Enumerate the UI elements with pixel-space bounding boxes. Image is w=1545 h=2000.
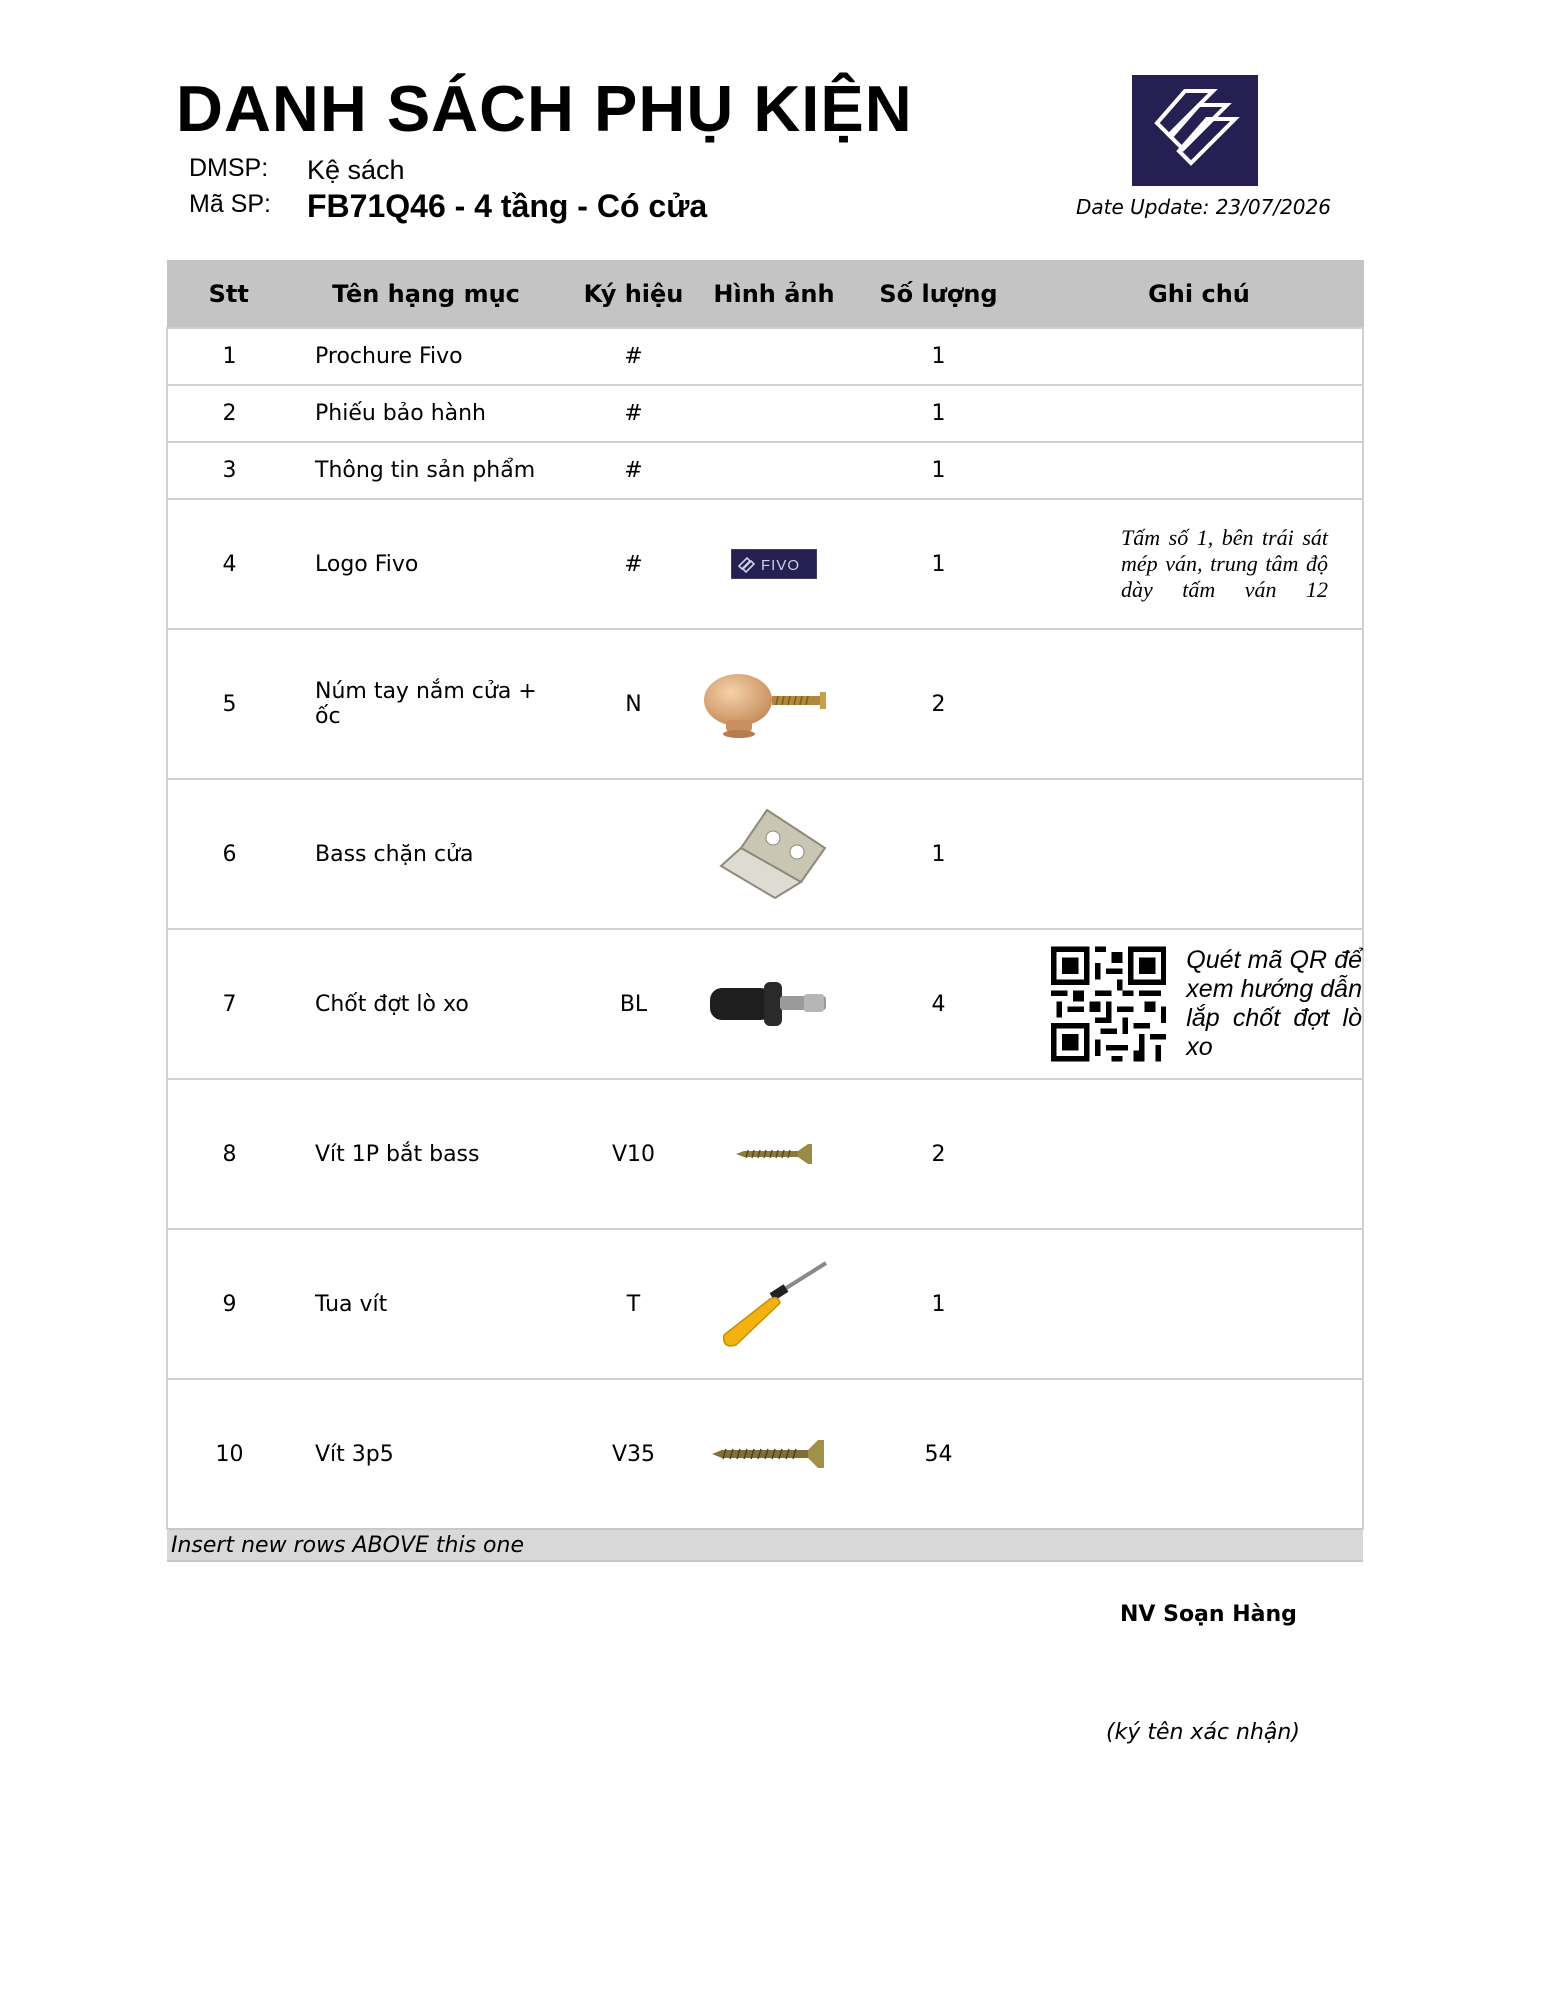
spring-shelf-pin-icon [708,976,832,1032]
col-header-image: Hình ảnh [706,260,842,328]
cell-qty: 2 [842,629,1035,779]
masp-label: Mã SP: [189,190,271,218]
cell-image [706,779,842,929]
col-header-stt: Stt [167,260,291,328]
table-row [167,328,1363,385]
cell-qty: 1 [842,328,1035,385]
cell-qty: 1 [842,499,1035,629]
short-screw-icon [734,1142,814,1166]
cell-qty: 1 [842,1229,1035,1379]
cell-image [706,499,842,629]
cell-name: Logo Fivo [291,499,561,629]
table-row [167,442,1363,499]
dmsp-value: Kệ sách [307,155,405,185]
table-row [167,1379,1363,1529]
cell-note [1035,1229,1363,1379]
cell-note [1035,629,1363,779]
cell-note [1035,929,1363,1079]
cell-image [706,385,842,442]
col-header-code: Ký hiệu [561,260,706,328]
cell-qty: 1 [842,385,1035,442]
cell-code: BL [561,929,706,1079]
cell-image [706,1079,842,1229]
qr-instruction: Quét mã QR để xem hướng dẫn lắp chốt đợt lò xo [1186,945,1362,1062]
logo-plate-text: FIVO [761,557,801,574]
brand-logo [1132,75,1258,186]
cell-stt: 2 [167,385,291,442]
cell-name: Thông tin sản phẩm [291,442,561,499]
long-screw-icon [710,1438,826,1470]
cell-image [706,929,842,1079]
cell-stt: 10 [167,1379,291,1529]
cell-name: Tua vít [291,1229,561,1379]
dmsp-label: DMSP: [189,154,269,182]
signature-note: (ký tên xác nhận) [1106,1720,1300,1745]
cell-code: # [561,442,706,499]
cell-note [1035,442,1363,499]
table-row [167,1229,1363,1379]
cell-name: Prochure Fivo [291,328,561,385]
cell-code: # [561,328,706,385]
table-row [167,385,1363,442]
cell-name: Bass chặn cửa [291,779,561,929]
cell-code [561,779,706,929]
staff-title: NV Soạn Hàng [1120,1602,1297,1627]
cell-stt: 8 [167,1079,291,1229]
cell-note [1035,1079,1363,1229]
cell-qty: 1 [842,779,1035,929]
fivo-logo-plate-icon [731,549,817,579]
cell-note [1035,328,1363,385]
masp-value: FB71Q46 - 4 tầng - Có cửa [307,188,708,224]
table-row [167,629,1363,779]
table-header-row [167,260,1363,328]
door-stop-bracket-icon [719,808,829,900]
cell-note: Tấm số 1, bên trái sát mép ván, trung tâm độ dày tấm ván 12 [1035,499,1363,629]
cell-image [706,1379,842,1529]
cell-stt: 1 [167,328,291,385]
cell-qty: 54 [842,1379,1035,1529]
stripes-logo-icon [1145,85,1245,177]
qr-code-icon[interactable] [1051,941,1166,1067]
cell-image [706,1229,842,1379]
insert-rows-note: Insert new rows ABOVE this one [167,1529,1363,1561]
cell-note [1035,779,1363,929]
cell-note [1035,1379,1363,1529]
cell-name: Vít 3p5 [291,1379,561,1529]
cell-image [706,629,842,779]
cell-stt: 3 [167,442,291,499]
cell-image [706,442,842,499]
accessory-table [166,260,1364,1562]
cell-stt: 5 [167,629,291,779]
cell-qty: 1 [842,442,1035,499]
cell-code: V10 [561,1079,706,1229]
cell-name: Vít 1P bắt bass [291,1079,561,1229]
table-row [167,929,1363,1079]
table-row [167,1079,1363,1229]
date-update: Date Update: 23/07/2026 [1076,195,1331,219]
screwdriver-icon [714,1259,834,1349]
cell-stt: 9 [167,1229,291,1379]
cell-name: Phiếu bảo hành [291,385,561,442]
wooden-knob-icon [702,664,852,744]
cell-name: Chốt đợt lò xo [291,929,561,1079]
col-header-name: Tên hạng mục [291,260,561,328]
cell-code: # [561,385,706,442]
col-header-note: Ghi chú [1035,260,1363,328]
cell-code: T [561,1229,706,1379]
table-row [167,499,1363,629]
cell-stt: 4 [167,499,291,629]
cell-qty: 4 [842,929,1035,1079]
cell-code: N [561,629,706,779]
table-row [167,779,1363,929]
cell-note [1035,385,1363,442]
cell-image [706,328,842,385]
cell-name: Núm tay nắm cửa + ốc [291,629,561,779]
cell-stt: 7 [167,929,291,1079]
cell-code: # [561,499,706,629]
cell-stt: 6 [167,779,291,929]
cell-qty: 2 [842,1079,1035,1229]
cell-code: V35 [561,1379,706,1529]
page-title: DANH SÁCH PHỤ KIỆN [176,72,913,145]
col-header-qty: Số lượng [842,260,1035,328]
table-footer-row [167,1529,1363,1561]
